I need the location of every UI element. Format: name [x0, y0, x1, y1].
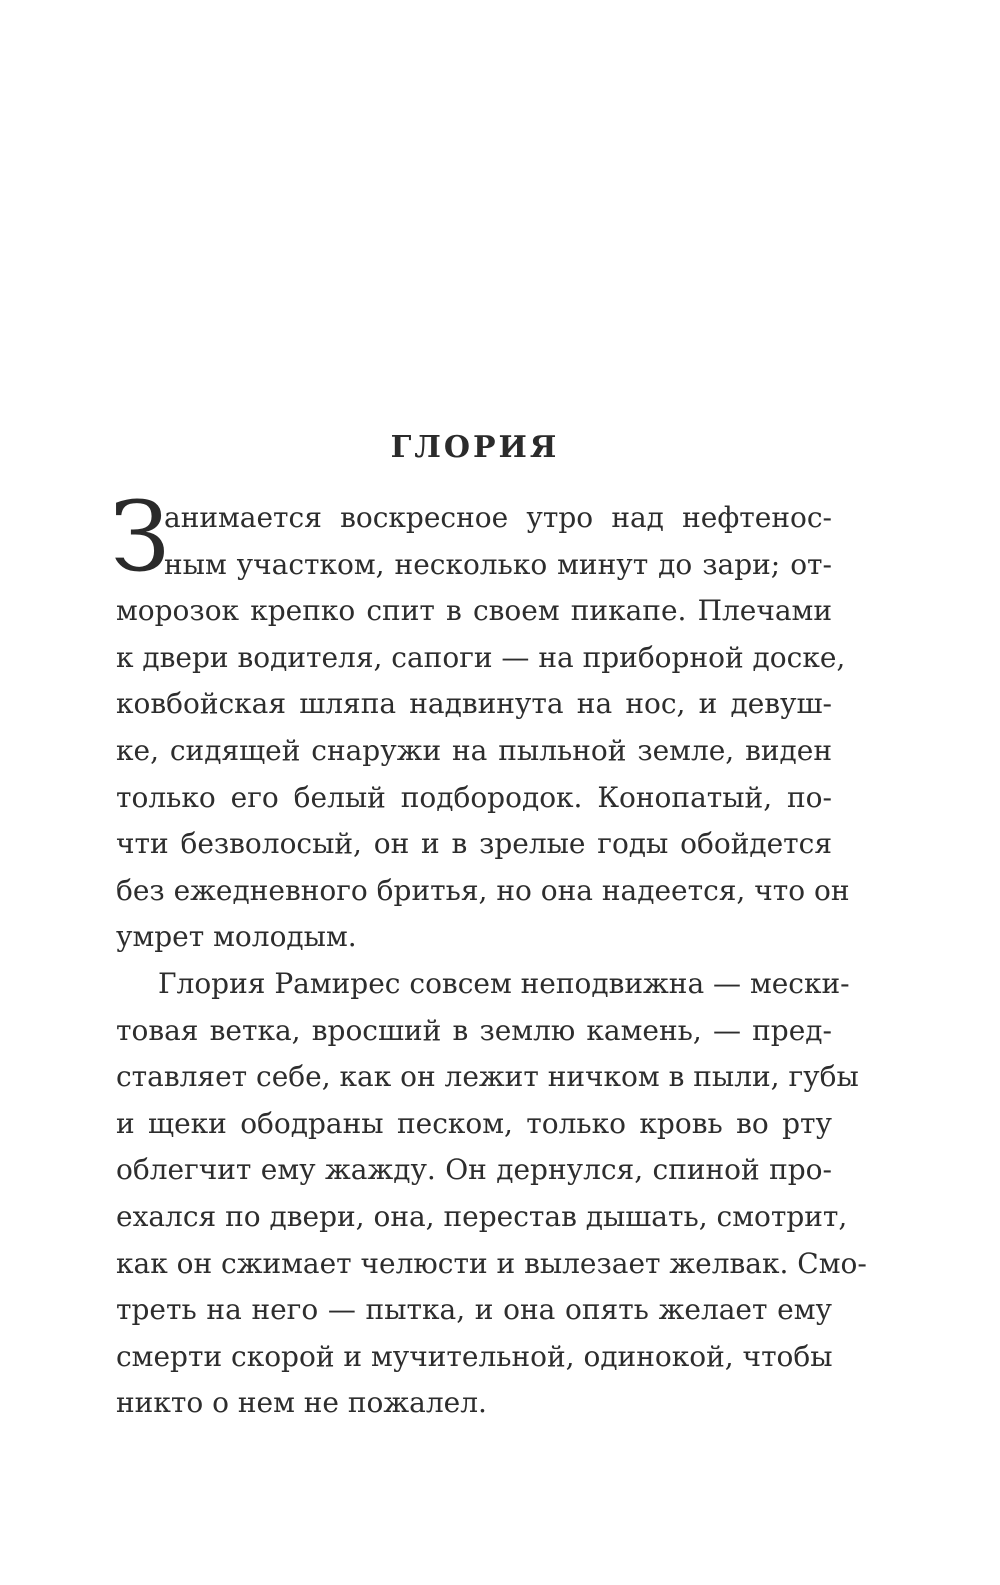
text-line: ке, сидящей снаружи на пыльной земле, виден [116, 733, 832, 767]
body-text [110, 481, 867, 1427]
text-line: анимается воскресное утро над нефтенос- [164, 501, 832, 534]
text-line: только его белый подбородок. Конопатый, по- [116, 780, 832, 814]
text-line: Глория Рамирес совсем неподвижна — мески- [158, 966, 850, 1000]
text-line: к двери водителя, сапоги — на приборной доске, [116, 640, 846, 674]
text-line: как он сжимает челюсти и вылезает желвак. Смо- [116, 1246, 867, 1280]
text-line: умрет молодым. [116, 920, 357, 954]
text-line: морозок крепко спит в своем пикапе. Плечами [116, 594, 832, 628]
text-line: облегчит ему жажду. Он дернулся, спиной про- [116, 1153, 832, 1187]
text-line: ковбойская шляпа надвинута на нос, и девуш- [116, 687, 832, 721]
chapter-title: ГЛОРИЯ [390, 430, 560, 465]
text-line: ставляет себе, как он лежит ничком в пыли, губы [116, 1060, 859, 1094]
text-line: смерти скорой и мучительной, одинокой, чтобы [116, 1339, 833, 1373]
text-line: и щеки ободраны песком, только кровь во рту [116, 1106, 832, 1140]
text-line: ехался по двери, она, перестав дышать, смотрит, [116, 1199, 848, 1233]
text-line: треть на него — пытка, и она опять желает ему [116, 1293, 832, 1327]
text-line: чти безволосый, он и в зрелые годы обойдется [116, 827, 832, 861]
paragraph-1 [110, 481, 850, 961]
text-line: товая ветка, вросший в землю камень, — пред- [116, 1013, 832, 1047]
drop-cap: З [110, 481, 170, 593]
text-line: никто о нем не пожалел. [116, 1386, 487, 1420]
text-line: без ежедневного бритья, но она надеется, что он [116, 873, 850, 907]
paragraph-2 [116, 961, 867, 1427]
text-line: ным участком, несколько минут до зари; от- [164, 547, 832, 581]
